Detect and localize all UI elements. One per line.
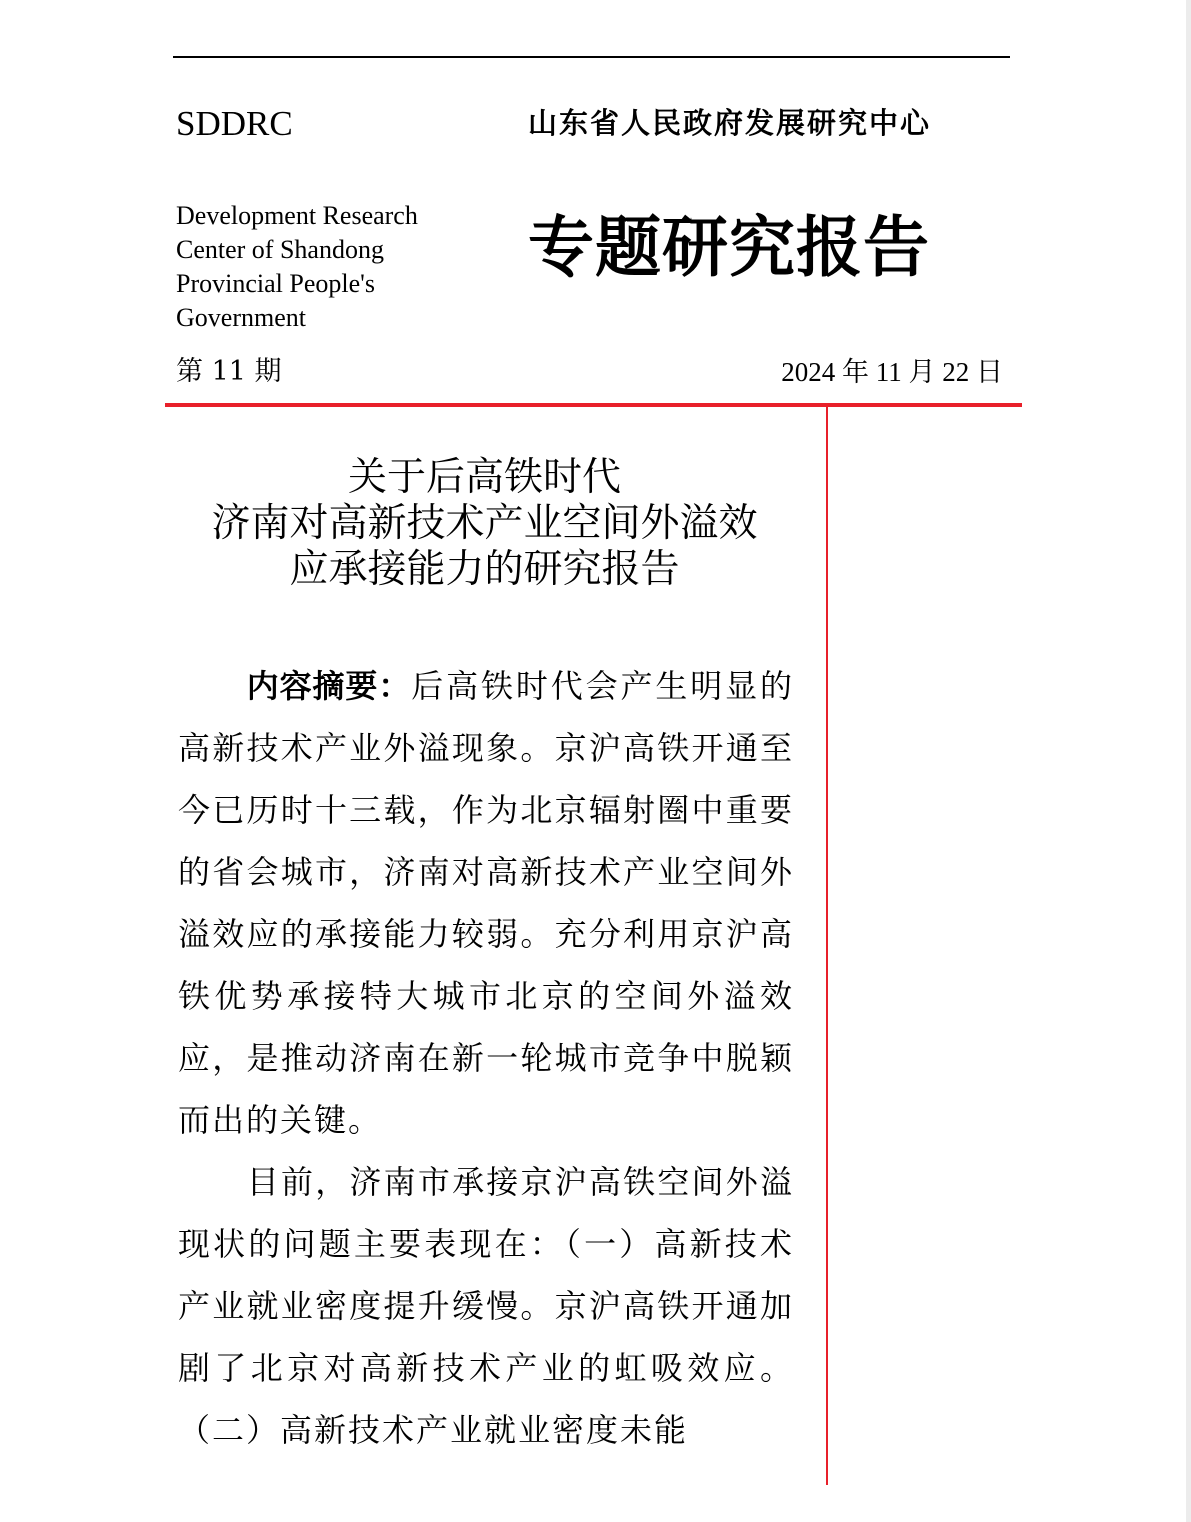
report-title (172, 455, 797, 593)
org-abbreviation: SDDRC (176, 104, 293, 143)
report-title-line-3: 应承接能力的研究报告 (289, 547, 680, 592)
abstract-paragraph (178, 655, 794, 1151)
issue-number: 第 11 期 (176, 356, 282, 387)
abstract-text: 后高铁时代会产生明显的高新技术产业外溢现象。京沪高铁开通至今已历时十三载，作为北京辐射圈中重要的省会城市，济南对高新技术产业空间外溢效应的承接能力较弱。充分利用京沪高铁优势承接特大城市北京的空间外溢效应，是推动济南在新一轮城市竞争中脱颖而出的关键。 (178, 667, 794, 1139)
issue-date: 2024 年 11 月 22 日 (781, 357, 1003, 387)
report-title-line-1: 关于后高铁时代 (347, 455, 621, 500)
org-name-english: Development Research Center of Shandong Provincial People's Government (176, 201, 418, 332)
body-paragraph-2: 目前，济南市承接京沪高铁空间外溢现状的问题主要表现在：（一）高新技术产业就业密度提升缓慢。京沪高铁开通加剧了北京对高新技术产业的虹吸效应。（二）高新技术产业就业密度未能 (178, 1163, 794, 1449)
org-name-chinese: 山东省人民政府发展研究中心 (528, 106, 932, 140)
margin-red-line (826, 407, 828, 1485)
report-title-line-2: 济南对高新技术产业空间外溢效 (211, 501, 758, 546)
abstract-label: 内容摘要： (246, 667, 412, 705)
header-top-rule (173, 56, 1010, 58)
header-red-rule (165, 403, 1022, 407)
report-body (178, 655, 794, 1461)
page-edge (1186, 0, 1191, 1522)
report-type-title: 专题研究报告 (528, 209, 930, 286)
